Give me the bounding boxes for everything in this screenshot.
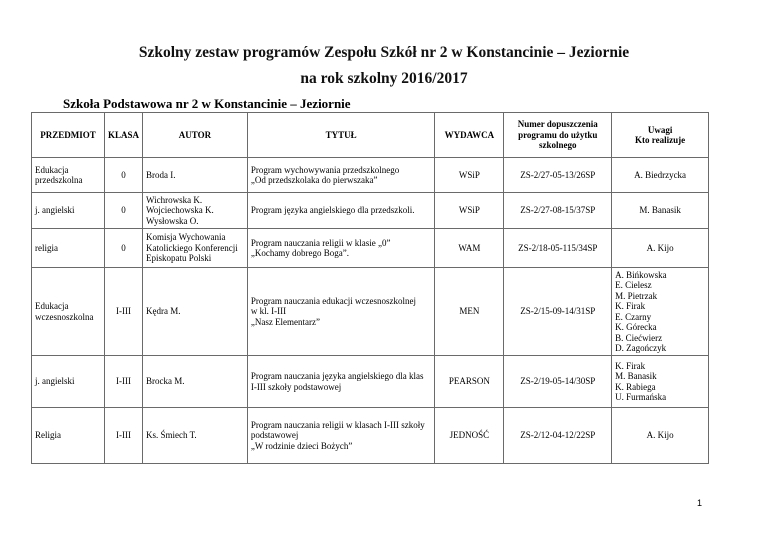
cell-klasa: I-III (104, 408, 142, 464)
table-row (32, 268, 709, 356)
programs-table (31, 112, 709, 464)
cell-wydawca: PEARSON (435, 356, 504, 408)
table-header-row (32, 113, 709, 158)
table-row (32, 158, 709, 193)
document-school-year: na rok szkolny 2016/2017 (300, 70, 468, 87)
cell-tytul: Program wychowywania przedszkolnego „Od przedszkolaka do pierwszaka” (247, 158, 435, 193)
cell-przedmiot: Edukacja przedszkolna (32, 158, 105, 193)
cell-wydawca: WSiP (435, 193, 504, 229)
cell-klasa: I-III (104, 268, 142, 356)
table-row (32, 229, 709, 268)
cell-uwagi: A. Kijo (612, 229, 709, 268)
header-tytul: TYTUŁ (247, 113, 435, 158)
cell-wydawca: JEDNOŚĆ (435, 408, 504, 464)
cell-uwagi: M. Banasik (612, 193, 709, 229)
cell-przedmiot: j. angielski (32, 356, 105, 408)
cell-numer: ZS-2/12-04-12/22SP (504, 408, 612, 464)
cell-numer: ZS-2/27-05-13/26SP (504, 158, 612, 193)
cell-tytul: Program nauczania religii w klasie „0” „Kochamy dobrego Boga”. (247, 229, 435, 268)
cell-autor: Wichrowska K. Wojciechowska K. Wysłowska O. (142, 193, 247, 229)
table-row (32, 408, 709, 464)
cell-uwagi: A. Biedrzycka (612, 158, 709, 193)
cell-autor: Brocka M. (142, 356, 247, 408)
cell-autor: Broda I. (142, 158, 247, 193)
cell-uwagi: A. Kijo (612, 408, 709, 464)
header-numer: Numer dopuszczenia programu do użytku szkolnego (504, 113, 612, 158)
cell-klasa: 0 (104, 158, 142, 193)
table-row (32, 193, 709, 229)
page-number: 1 (697, 498, 703, 508)
cell-klasa: I-III (104, 356, 142, 408)
cell-wydawca: WSiP (435, 158, 504, 193)
table-row (32, 356, 709, 408)
header-klasa: KLASA (104, 113, 142, 158)
cell-autor: Kędra M. (142, 268, 247, 356)
cell-tytul: Program języka angielskiego dla przedszkoli. (247, 193, 435, 229)
document-title: Szkolny zestaw programów Zespołu Szkół nr 2 w Konstancinie – Jeziornie (138, 44, 630, 61)
cell-klasa: 0 (104, 229, 142, 268)
cell-klasa: 0 (104, 193, 142, 229)
header-wydawca: WYDAWCA (435, 113, 504, 158)
school-subtitle: Szkoła Podstawowa nr 2 w Konstancinie – Jeziornie (63, 96, 351, 111)
cell-numer: ZS-2/15-09-14/31SP (504, 268, 612, 356)
header-przedmiot: PRZEDMIOT (32, 113, 105, 158)
cell-wydawca: WAM (435, 229, 504, 268)
cell-przedmiot: religia (32, 229, 105, 268)
cell-tytul: Program nauczania edukacji wczesnoszkolnej w kl. I-III „Nasz Elementarz” (247, 268, 435, 356)
cell-autor: Ks. Śmiech T. (142, 408, 247, 464)
cell-tytul: Program nauczania języka angielskiego dla klas I-III szkoły podstawowej (247, 356, 435, 408)
cell-przedmiot: Edukacja wczesnoszkolna (32, 268, 105, 356)
cell-uwagi: K. Firak M. Banasik K. Rabiega U. Furmańska (612, 356, 709, 408)
cell-numer: ZS-2/27-08-15/37SP (504, 193, 612, 229)
cell-autor: Komisja Wychowania Katolickiego Konferencji Episkopatu Polski (142, 229, 247, 268)
cell-wydawca: MEN (435, 268, 504, 356)
cell-przedmiot: Religia (32, 408, 105, 464)
cell-numer: ZS-2/19-05-14/30SP (504, 356, 612, 408)
cell-przedmiot: j. angielski (32, 193, 105, 229)
cell-numer: ZS-2/18-05-115/34SP (504, 229, 612, 268)
cell-uwagi: A. Bińkowska E. Cielesz M. Pietrzak K. Firak E. Czarny K. Górecka B. Ciećwierz D. Zagończyk (612, 268, 709, 356)
header-uwagi: Uwagi Kto realizuje (612, 113, 709, 158)
cell-tytul: Program nauczania religii w klasach I-III szkoły podstawowej „W rodzinie dzieci Bożych” (247, 408, 435, 464)
header-autor: AUTOR (142, 113, 247, 158)
